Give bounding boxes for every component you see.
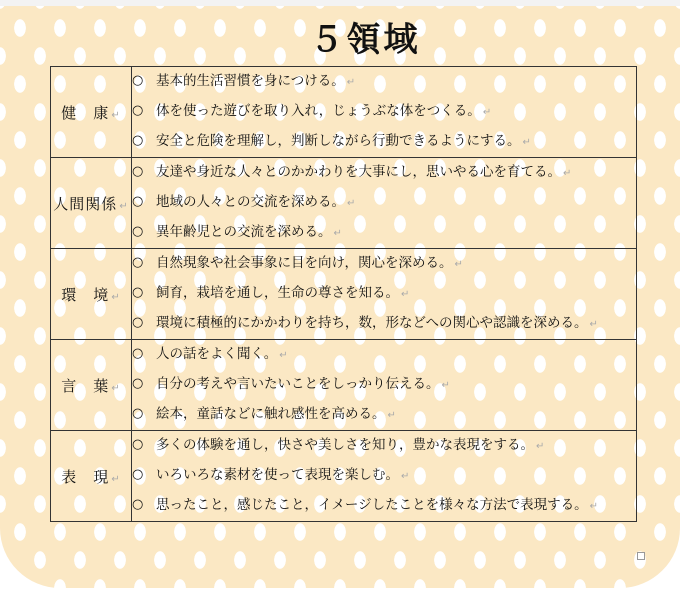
list-item xyxy=(132,249,636,279)
circle-bullet-icon: ○ xyxy=(132,315,144,330)
list-item-text xyxy=(156,400,636,430)
list-item xyxy=(132,158,636,188)
item-text: 自然現象や社会事象に目を向け，関心を深める。 xyxy=(156,255,453,271)
area-name: 表 現 xyxy=(61,467,110,486)
list-item xyxy=(132,400,636,430)
return-mark: ↵ xyxy=(111,382,121,394)
return-mark: ↵ xyxy=(401,289,410,300)
area-name: 健 康 xyxy=(61,103,110,122)
return-mark: ↵ xyxy=(387,410,396,421)
circle-bullet-icon: ○ xyxy=(132,497,144,512)
item-text: いろいろな素材を使って表現を楽しむ。 xyxy=(156,467,399,483)
area-row xyxy=(51,158,637,249)
list-item-text xyxy=(156,491,636,521)
item-text: 地域の人々との交流を深める。 xyxy=(156,194,345,210)
list-item xyxy=(132,431,636,461)
list-item xyxy=(132,279,636,309)
return-mark: ↵ xyxy=(536,441,545,452)
area-name-cell[interactable] xyxy=(51,431,132,522)
area-name-cell[interactable] xyxy=(51,67,132,158)
item-text: 飼育，栽培を通し，生命の尊さを知る。 xyxy=(156,285,399,301)
return-mark: ↵ xyxy=(589,501,598,512)
window-top-edge xyxy=(0,0,680,6)
return-mark: ↵ xyxy=(111,109,121,121)
circle-bullet-icon: ○ xyxy=(132,224,144,239)
area-name-cell[interactable] xyxy=(51,340,132,431)
return-mark: ↵ xyxy=(346,77,356,88)
list-item xyxy=(132,127,636,157)
item-text: 多くの体験を通し，快さや美しさを知り，豊かな表現をする。 xyxy=(156,437,534,453)
area-items-cell[interactable] xyxy=(132,67,637,158)
return-mark: ↵ xyxy=(111,291,121,303)
circle-bullet-icon: ○ xyxy=(132,285,144,300)
item-text: 絵本，童話などに触れ感性を高める。 xyxy=(156,406,386,422)
return-mark: ↵ xyxy=(347,198,356,209)
area-row xyxy=(51,67,637,158)
area-items-cell[interactable] xyxy=(132,340,637,431)
table-resize-handle[interactable] xyxy=(637,552,645,560)
area-row xyxy=(51,249,637,340)
circle-bullet-icon: ○ xyxy=(132,437,144,452)
circle-bullet-icon: ○ xyxy=(132,406,144,421)
return-mark: ↵ xyxy=(119,200,129,212)
list-item xyxy=(132,461,636,491)
return-mark: ↵ xyxy=(441,380,450,391)
list-item-text xyxy=(156,67,636,97)
circle-bullet-icon: ○ xyxy=(132,346,144,361)
item-text: 環境に積極的にかかわりを持ち，数，形などへの関心や認識を深める。 xyxy=(156,315,588,331)
circle-bullet-icon: ○ xyxy=(132,103,144,118)
area-items-cell[interactable] xyxy=(132,249,637,340)
area-row xyxy=(51,340,637,431)
five-areas-table xyxy=(50,66,637,522)
return-mark: ↵ xyxy=(111,473,121,485)
item-text: 自分の考えや言いたいことをしっかり伝える。 xyxy=(156,376,440,392)
list-item-text xyxy=(156,279,636,309)
list-item-text xyxy=(156,188,636,218)
item-text: 体を使った遊びを取り入れ，じょうぶな体をつくる。 xyxy=(156,103,481,119)
item-text: 異年齢児との交流を深める。 xyxy=(156,224,332,240)
return-mark: ↵ xyxy=(563,168,572,179)
item-text: 基本的生活習慣を身につける。 xyxy=(156,73,345,89)
area-name-cell[interactable] xyxy=(51,249,132,340)
area-items-cell[interactable] xyxy=(132,158,637,249)
return-mark: ↵ xyxy=(401,471,410,482)
circle-bullet-icon: ○ xyxy=(132,467,144,482)
area-items-cell[interactable] xyxy=(132,431,637,522)
return-mark: ↵ xyxy=(333,228,342,239)
circle-bullet-icon: ○ xyxy=(132,376,144,391)
list-item-text xyxy=(156,431,636,461)
list-item xyxy=(132,370,636,400)
list-item xyxy=(132,309,636,339)
area-name: 言 葉 xyxy=(61,376,110,395)
list-item xyxy=(132,491,636,521)
return-mark: ↵ xyxy=(589,319,598,330)
list-item-text xyxy=(156,218,636,248)
area-name-cell[interactable] xyxy=(51,158,132,249)
return-mark: ↵ xyxy=(279,350,288,361)
area-row xyxy=(51,431,637,522)
circle-bullet-icon: ○ xyxy=(132,194,144,209)
list-item xyxy=(132,188,636,218)
list-item-text xyxy=(156,370,636,400)
list-item xyxy=(132,67,636,97)
list-item-text xyxy=(156,309,636,339)
circle-bullet-icon: ○ xyxy=(132,255,144,270)
area-name: 環 境 xyxy=(61,285,110,304)
list-item-text xyxy=(156,340,636,370)
return-mark: ↵ xyxy=(482,107,492,118)
list-item xyxy=(132,218,636,248)
item-text: 安全と危険を理解し，判断しながら行動できるようにする。 xyxy=(156,133,521,149)
list-item xyxy=(132,340,636,370)
item-text: 友達や身近な人々とのかかわりを大事にし，思いやる心を育てる。 xyxy=(156,164,561,180)
circle-bullet-icon: ○ xyxy=(132,73,144,88)
return-mark: ↵ xyxy=(454,259,463,270)
list-item-text xyxy=(156,97,636,127)
list-item-text xyxy=(156,158,636,188)
list-item-text xyxy=(156,249,636,279)
page-title: ５領域 xyxy=(309,20,421,60)
area-name: 人間関係 xyxy=(53,194,118,213)
item-text: 人の話をよく聞く。 xyxy=(156,346,278,362)
circle-bullet-icon: ○ xyxy=(132,133,144,148)
item-text: 思ったこと，感じたこと，イメージしたことを様々な方法で表現する。 xyxy=(156,497,588,513)
circle-bullet-icon: ○ xyxy=(132,164,144,179)
list-item xyxy=(132,97,636,127)
return-mark: ↵ xyxy=(522,137,531,148)
list-item-text xyxy=(156,461,636,491)
list-item-text xyxy=(156,127,636,157)
